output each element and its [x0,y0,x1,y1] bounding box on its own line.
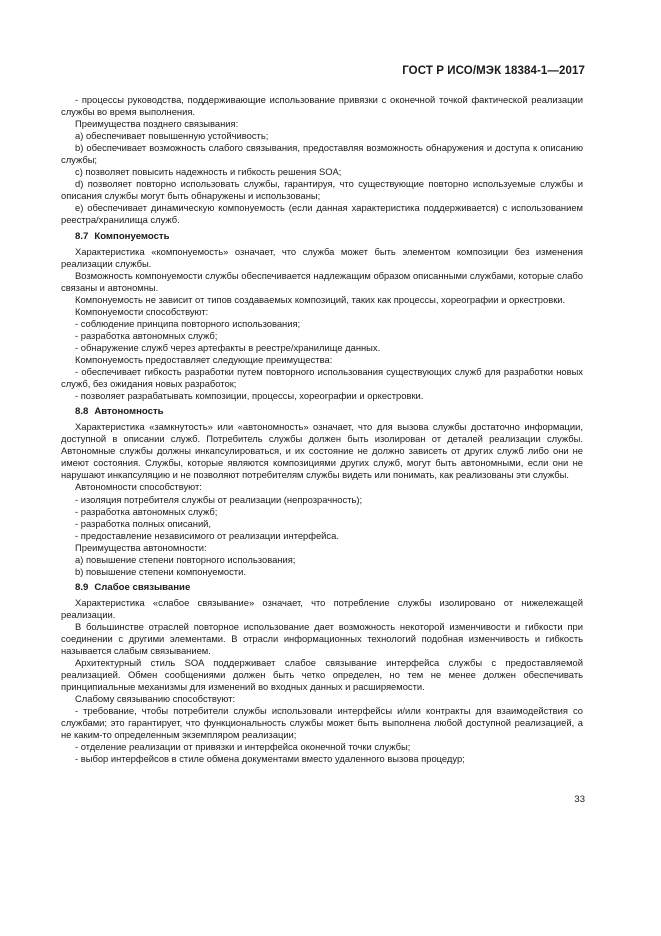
paragraph: c) позволяет повысить надежность и гибкость решения SOA; [75,166,342,178]
paragraph: Характеристика «компонуемость» означает, что служба может быть элементом композиции без изменения реализации службы. [61,245,583,269]
paragraph: Преимущества автономности: [75,541,207,553]
document-header: ГОСТ Р ИСО/МЭК 18384-1—2017 [402,65,585,77]
paragraph: Архитектурный стиль SOA поддерживает слабое связывание интерфейса службы с предоставляемой реализацией. Обмен сообщениями должен быть четко определен, но тем не менее должен обеспечивать принципиальные механизмы для изменений во входных данных и расширяемости. [61,657,583,693]
paragraph: Слабому связыванию способствуют: [75,693,236,705]
section-title: Автономность [94,406,164,418]
paragraph: - выбор интерфейсов в стиле обмена документами вместо удаленного вызова процедур; [75,753,465,765]
page-number: 33 [574,794,585,805]
paragraph: - соблюдение принципа повторного использования; [75,317,301,329]
paragraph: Компонуемости способствуют: [75,305,209,317]
section-number: 8.7 [75,230,89,242]
paragraph: a) повышение степени повторного использования; [75,553,296,565]
paragraph: - отделение реализации от привязки и интерфейса оконечной точки службы; [75,741,411,753]
section-title: Компонуемость [94,230,170,242]
paragraph: Характеристика «слабое связывание» означает, что потребление службы изолировано от нижележащей реализации. [61,596,583,620]
paragraph: - разработка полных описаний, [75,517,212,529]
paragraph: b) повышение степени компонуемости. [75,565,246,577]
paragraph: Компонуемость предоставляет следующие преимущества: [75,353,333,365]
paragraph: Автономности способствуют: [75,481,202,493]
section-number: 8.8 [75,406,89,418]
paragraph: - разработка автономных служб; [75,329,218,341]
paragraph: Характеристика «замкнутость» или «автономность» означает, что для вызова службы достаточно информации, доступной в описании служб. Потребитель службы должен быть изолирован от деталей реализации службы. Автономные службы должны инкапсулироваться, и их состояние не должно зависеть от других служб либо они не имеют состояния. Службы, которые являются композициями других служб, могут быть автономными, если они не нарушают инкапсуляцию и не позволяют потребителям службы видеть или понимать, как реализованы эти службы. [61,421,583,481]
paragraph: - обнаружение служб через артефакты в реестре/хранилище данных. [75,341,381,353]
paragraph: Преимущества позднего связывания: [75,118,239,130]
paragraph: a) обеспечивает повышенную устойчивость; [75,130,269,142]
paragraph: Компонуемость не зависит от типов создаваемых композиций, таких как процессы, хореографии и оркестровки. [75,293,566,305]
paragraph: b) обеспечивает возможность слабого связывания, предоставляя возможность обнаружения и доступа к описанию службы; [61,142,583,166]
paragraph: - требование, чтобы потребители службы использовали интерфейсы и/или контракты для взаимодействия со службами; это гарантирует, что функциональность службы может быть выполнена любой доступной реализацией, а не каким-то определенным экземпляром реализации; [61,705,583,741]
section-heading [61,231,583,243]
paragraph: - изоляция потребителя службы от реализации (непрозрачность); [75,493,363,505]
paragraph: В большинстве отраслей повторное использование дает возможность некоторой изменчивости и гибкости при соединении с другими элементами. В отрасли информационных технологий подобная изменчивость и гибкость называется слабым связыванием. [61,620,583,657]
paragraph: - обеспечивает гибкость разработки путем повторного использования существующих служб для разработки новых служб, без ожидания новых разработок; [61,366,583,390]
paragraph: Возможность компонуемости службы обеспечивается надлежащим образом описанными службами, которые слабо связаны и автономны. [61,269,583,293]
paragraph: e) обеспечивает динамическую компонуемость (если данная характеристика поддерживается) с использованием реестра/хранилища служб. [61,202,583,226]
section-title: Слабое связывание [94,581,191,593]
paragraph: - процессы руководства, поддерживающие использование привязки с оконечной точкой фактической реализации службы во время выполнения. [61,94,583,118]
section-heading [61,582,583,594]
section-number: 8.9 [75,581,89,593]
paragraph: d) позволяет повторно использовать службы, гарантируя, что существующие повторно используемые службы и описания службы могут быть обнаружены и использованы; [61,178,583,202]
section-heading [61,406,583,418]
paragraph: - разработка автономных служб; [75,505,218,517]
paragraph: - позволяет разрабатывать композиции, процессы, хореографии и оркестровки. [75,390,424,402]
document-body [61,94,583,766]
paragraph: - предоставление независимого от реализации интерфейса. [75,529,339,541]
